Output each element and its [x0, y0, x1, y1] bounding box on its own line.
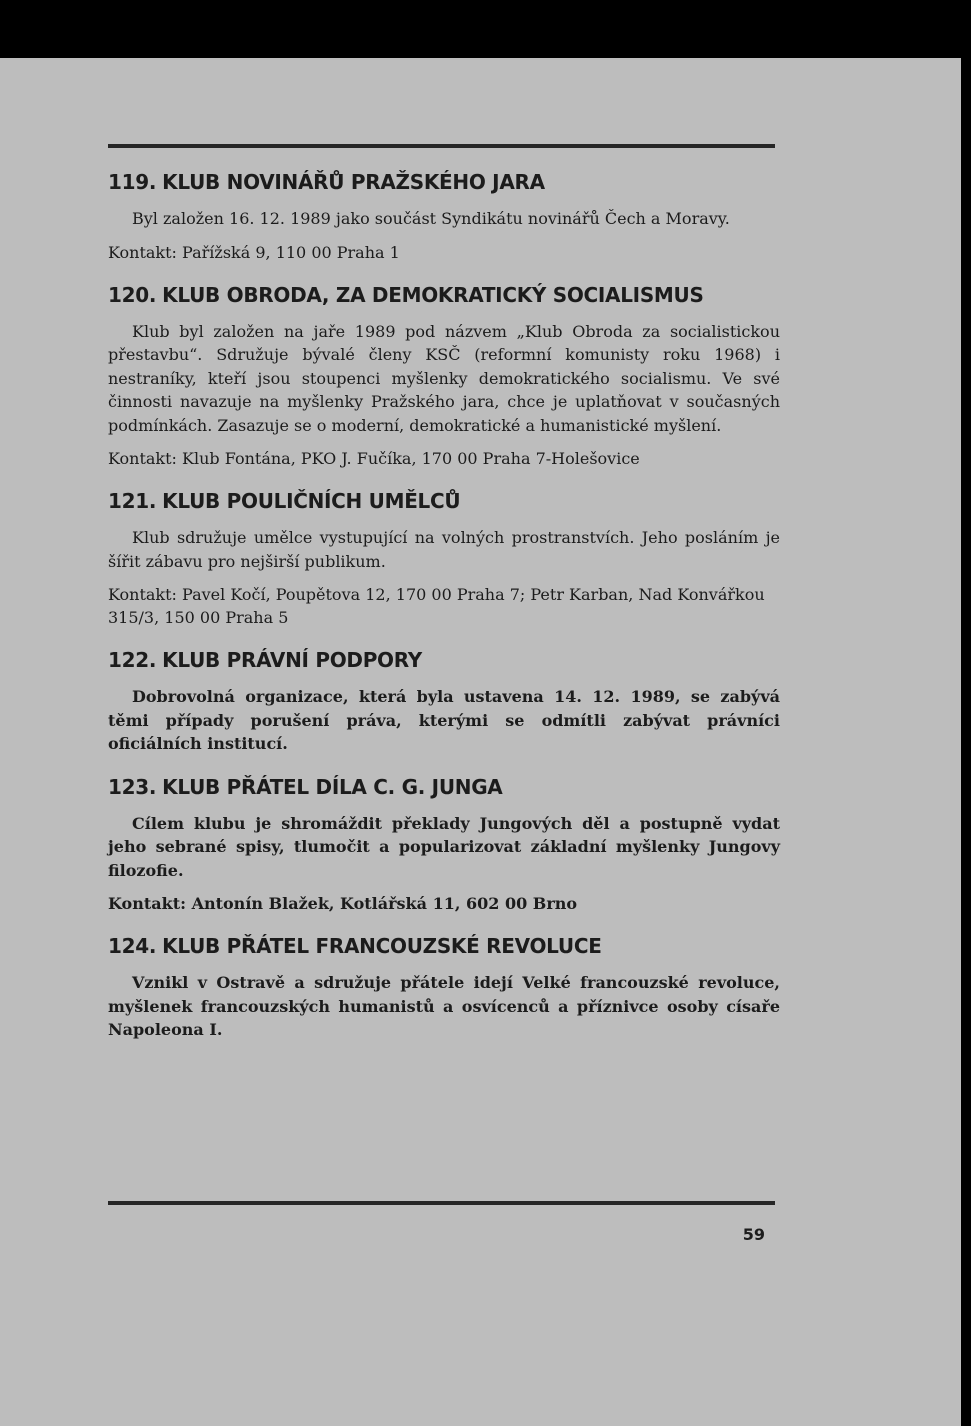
entry-contact: Kontakt: Pavel Kočí, Poupětova 12, 170 00 Praha 7; Petr Karban, Nad Konvářkou 315/3, 150 00 Praha 5 — [108, 585, 765, 627]
entry-description: Klub byl založen na jaře 1989 pod názvem „Klub Obroda za socialistickou přestavbu“. Sdružuje bývalé členy KSČ (reformní komunisty roku 1968) i nestraníky, kteří jsou stoupenci myšlenky demokratického socialismu. Ve své činnosti navazuje na myšlenky Pražského jara, chce je uplatňovat v současných podmínkách. Zasazuje se o moderní, demokratické a humanistické myšlení. — [108, 321, 780, 435]
entry-title — [108, 775, 780, 799]
entry-name: KLUB PRÁVNÍ PODPORY — [162, 648, 422, 672]
entry-121 — [108, 489, 780, 629]
entry-119 — [108, 170, 780, 264]
book-page — [0, 58, 961, 1426]
entry-description: Vznikl v Ostravě a sdružuje přátele idejí Velké francouzské revoluce, myšlenek francouzských humanistů a osvícenců a příznivce osoby císaře Napoleona I. — [108, 973, 780, 1039]
entry-120 — [108, 283, 780, 471]
entry-description: Byl založen 16. 12. 1989 jako součást Syndikátu novinářů Čech a Moravy. — [132, 209, 730, 228]
top-rule — [108, 144, 775, 148]
entry-number: 121. — [108, 489, 157, 513]
entry-title — [108, 283, 780, 307]
entry-name: KLUB PŘÁTEL FRANCOUZSKÉ REVOLUCE — [162, 934, 602, 958]
entry-name: KLUB OBRODA, ZA DEMOKRATICKÝ SOCIALISMUS — [162, 282, 704, 307]
entry-122 — [108, 648, 780, 756]
entry-title — [108, 170, 780, 194]
entry-number: 120. — [108, 282, 157, 307]
entry-description: Cílem klubu je shromáždit překlady Jungových děl a postupně vydat jeho sebrané spisy, tlumočit a popularizovat základní myšlenky Jungovy filozofie. — [108, 813, 780, 880]
entry-contact: Kontakt: Klub Fontána, PKO J. Fučíka, 170 00 Praha 7-Holešovice — [108, 449, 640, 468]
entry-title — [108, 648, 780, 672]
entry-description: Dobrovolná organizace, která byla ustavena 14. 12. 1989, se zabývá těmi případy porušení práva, kterými se odmítli zabývat právníci oficiálních institucí. — [108, 687, 780, 753]
entry-description: Klub sdružuje umělce vystupující na volných prostranstvích. Jeho posláním je šířit zábavu pro nejširší publikum. — [108, 528, 780, 571]
entry-name: KLUB NOVINÁŘŮ PRAŽSKÉHO JARA — [162, 170, 545, 194]
entry-124 — [108, 934, 780, 1042]
entries-list — [108, 170, 780, 1061]
entry-number: 122. — [108, 648, 157, 672]
entry-name: KLUB POULIČNÍCH UMĚLCŮ — [162, 489, 461, 513]
entry-number: 123. — [108, 774, 157, 799]
bottom-rule — [108, 1201, 775, 1205]
entry-number: 119. — [108, 170, 157, 194]
entry-contact: Kontakt: Pařížská 9, 110 00 Praha 1 — [108, 242, 400, 262]
entry-title — [108, 489, 780, 513]
entry-contact: Kontakt: Antonín Blažek, Kotlářská 11, 602 00 Brno — [108, 894, 578, 913]
entry-name: KLUB PŘÁTEL DÍLA C. G. JUNGA — [162, 774, 503, 799]
page-number: 59 — [742, 1225, 765, 1244]
entry-title — [108, 934, 780, 958]
entry-number: 124. — [108, 934, 157, 958]
entry-123 — [108, 775, 780, 916]
